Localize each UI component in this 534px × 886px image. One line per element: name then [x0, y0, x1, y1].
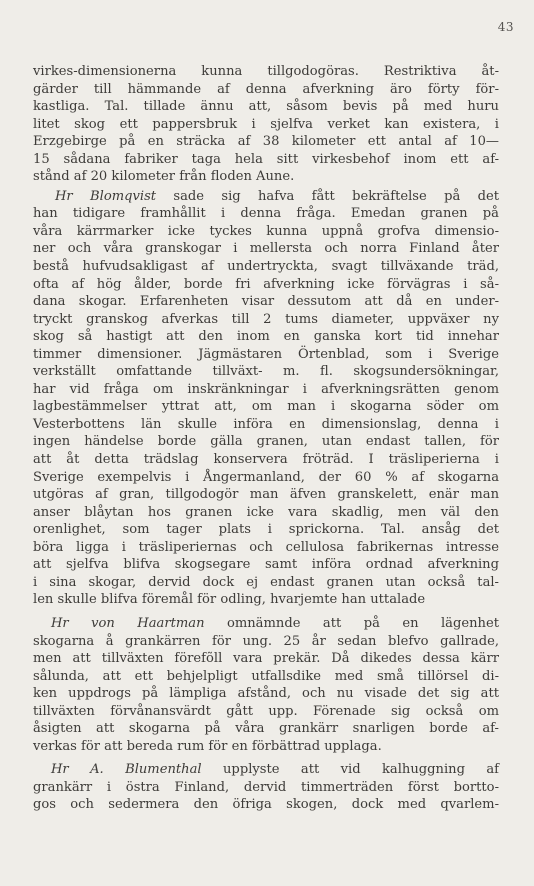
speaker-name: Hr Blomqvist [55, 188, 157, 204]
speaker-name: Hr von Haartman [51, 615, 205, 631]
body-text [33, 63, 499, 814]
text-line: gos och sedermera den öfriga skogen, dock med qvarlem- [33, 797, 499, 813]
text-line: dana skogar. Erfarenheten visar dessutom att då en under- [33, 294, 499, 310]
text-line: Vesterbottens län skulle införa en dimensionslag, denna i [33, 416, 499, 432]
text-line: tillväxten förvånansvärdt gått upp. Förenade sig också om [33, 703, 499, 719]
text-line: ofta af hög ålder, borde fri afverkning icke förvägras i så- [33, 276, 499, 292]
text-line: verkställt omfattande tillväxt- m. fl. skogsundersökningar, [33, 364, 499, 380]
text-run: upplyste att vid kalhuggning af [223, 762, 499, 778]
text-line [33, 761, 499, 779]
text-line: ingen händelse borde gälla granen, utan endast tallen, för [33, 434, 499, 450]
text-run: sade sig hafva fått bekräftelse på det [173, 188, 499, 204]
text-line: åsigten att skogarna på våra grankärr snarligen borde af- [33, 721, 499, 737]
paragraph-4 [33, 761, 499, 814]
text-line: sålunda, att ett behjelpligt utfallsdike med små tillörsel di- [33, 668, 499, 684]
text-line: men att tillväxten förefõll vara prekär. Då dikedes dessa kärr [33, 651, 499, 667]
text-line: orenlighet, som tager plats i sprickorna. Tal. ansåg det [33, 522, 499, 538]
text-line: 15 sådana fabriker taga hela sitt virkesbehof inom ett af- [33, 151, 499, 167]
text-line: att sjelfva blifva skogsegare samt införa ordnad afverkning [33, 557, 499, 573]
text-line: Erzgebirge på en sträcka af 38 kilometer ett antal af 10— [33, 134, 499, 150]
text-line: verkas för att bereda rum för en förbättrad upplaga. [33, 738, 382, 754]
text-line: bestå hufvudsakligast af undertryckta, svagt tillväxande träd, [33, 259, 499, 275]
text-line: i sina skogar, dervid dock ej endast granen utan också tal- [33, 574, 499, 590]
text-line: grankärr i östra Finland, dervid timmerträden först borttо- [33, 779, 499, 795]
paragraph-1 [33, 63, 499, 186]
text-line: lagbestämmelser yttrat att, om man i skogarna söder om [33, 399, 499, 415]
text-line: tryckt granskog afverkas till 2 tums diameter, uppväxer ny [33, 311, 499, 327]
text-line: att åt detta trädslag konservera fröträd. I träsliperierna i [33, 452, 499, 468]
text-line: han tidigare framhållit i denna fråga. Emedan granen på [33, 206, 499, 222]
text-line [33, 188, 499, 206]
text-line: timmer dimensioner. Jägmästaren Örtenblad, som i Sverige [33, 346, 499, 362]
speaker-name: Hr A. Blumenthal [51, 762, 202, 778]
text-line: len skulle blifva föremål för odling, hvarjemte han uttalade [33, 592, 426, 608]
text-line: ken uppdrogs på lämpliga afstånd, och nu visade det sig att [33, 686, 499, 702]
text-line: anser blåytan hos granen icke vara skadlig, men väl den [33, 504, 499, 520]
text-line: gärder till hämmande af denna afverkning äro förty för- [33, 81, 499, 97]
text-line: Sverige exempelvis i Ångermanland, der 60 % af skogarna [33, 469, 499, 485]
text-line: våra kärrmarker icke tyckes kunna uppnå grofva dimensio- [33, 223, 499, 239]
text-line: har vid fråga om inskränkningar i afverkningsrätten genom [33, 381, 499, 397]
text-line [33, 615, 499, 633]
text-line: utgöras af gran, tillgodogör man äfven granskelett, enär man [33, 487, 499, 503]
paragraph-2 [33, 188, 499, 609]
page-number: 43 [497, 20, 514, 34]
text-line: litet skog ett pappersbruk i sjelfva verket kan existera, i [33, 116, 499, 132]
text-line: virkes-dimensionerna kunna tillgodogöras. Restriktiva åt- [33, 64, 499, 79]
text-line: skog så hastigt att den inom en ganska kort tid innehar [33, 329, 499, 345]
text-line: stånd af 20 kilometer från floden Aune. [33, 169, 295, 185]
paragraph-3 [33, 615, 499, 755]
text-line: skogarna å grankärren för ung. 25 år sedan blefvo gallrade, [33, 633, 499, 649]
text-line: ner och våra granskogar i mellersta och norra Finland åter [33, 241, 499, 257]
text-run: omnämnde att på en lägenhet [226, 615, 499, 631]
text-line: kastliga. Tal. tillade ännu att, såsom bevis på med huru [33, 99, 499, 115]
text-line: böra ligga i träsliperiernas och cellulosa fabrikernas intresse [33, 539, 499, 555]
